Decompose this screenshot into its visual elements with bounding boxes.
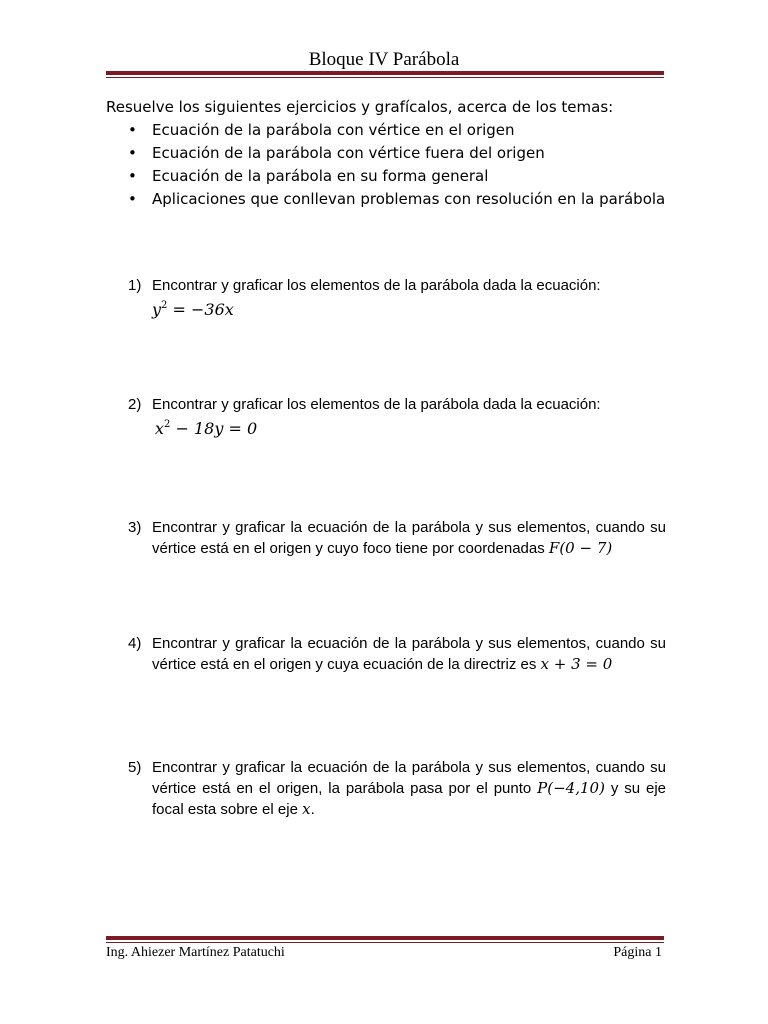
- exercise-equation: [155, 417, 666, 441]
- topic-text: Ecuación de la parábola en su forma general: [152, 167, 489, 185]
- topic-list: [106, 119, 666, 211]
- intro-lead: Resuelve los siguientes ejercicios y grafícalos, acerca de los temas:: [106, 98, 614, 116]
- exercise-math-axis: x: [302, 800, 311, 818]
- exercise-1: [128, 275, 666, 322]
- exercise-number: 5): [128, 759, 142, 776]
- exercise-text: Encontrar y graficar los elementos de la parábola dada la ecuación:: [152, 396, 601, 413]
- footer-rule-thick: [106, 936, 664, 940]
- exercise-math: F(0 − 7): [548, 539, 613, 557]
- exercise-text-block: [152, 757, 666, 820]
- header-rule-thick: [106, 71, 664, 75]
- exercise-equation: [152, 298, 666, 322]
- exercise-text: Encontrar y graficar la ecuación de la parábola y sus elementos, cuando su vértice está en el origen y cuyo foco tiene por coordenadas: [152, 519, 666, 557]
- equation-rest: = −36x: [167, 300, 234, 319]
- exercise-number: 1): [128, 277, 142, 294]
- page-title: Bloque IV Parábola: [308, 49, 460, 70]
- exercise-number: 2): [128, 396, 142, 413]
- exercise-number: 4): [128, 635, 142, 652]
- equation-variable: x: [155, 419, 165, 438]
- exercise-3: [128, 517, 666, 559]
- exercise-number: 3): [128, 519, 142, 536]
- equation-variable: y: [152, 300, 162, 319]
- exercise-text: y su eje focal esta sobre el eje: [152, 780, 666, 818]
- footer-page-number: Página 1: [613, 945, 662, 960]
- exercise-text: Encontrar y graficar la ecuación de la parábola y sus elementos, cuando su vértice está en el origen y cuya ecuación de la directriz es: [152, 635, 666, 673]
- topic-text: Aplicaciones que conllevan problemas con resolución en la parábola: [152, 190, 666, 208]
- footer-rule-thin: [106, 942, 664, 943]
- bullet-icon: •: [128, 190, 137, 208]
- bullet-icon: •: [128, 144, 137, 162]
- exercise-4: [128, 633, 666, 675]
- topic-item: [106, 188, 666, 211]
- bullet-icon: •: [128, 121, 137, 139]
- topic-item: [106, 165, 666, 188]
- exercise-text: Encontrar y graficar la ecuación de la parábola y sus elementos, cuando su vértice está en el origen, la parábola pasa por el punto: [152, 759, 666, 797]
- exercise-math: x + 3 = 0: [540, 655, 613, 673]
- exercise-text-end: .: [310, 801, 315, 818]
- equation-exponent: 2: [161, 300, 168, 311]
- exercise-text-block: [152, 517, 666, 559]
- equation-exponent: 2: [164, 419, 171, 430]
- intro-section: [106, 96, 666, 211]
- footer-author: Ing. Ahiezer Martínez Patatuchi: [106, 945, 285, 960]
- exercise-2: [128, 394, 666, 441]
- exercise-text: Encontrar y graficar los elementos de la parábola dada la ecuación:: [152, 277, 601, 294]
- topic-item: [106, 119, 666, 142]
- topic-text: Ecuación de la parábola con vértice en el origen: [152, 121, 515, 139]
- equation-rest: − 18y = 0: [170, 419, 258, 438]
- exercise-math-point: P(−4,10): [537, 779, 605, 797]
- bullet-icon: •: [128, 167, 137, 185]
- header-rule-thin: [106, 77, 664, 78]
- topic-item: [106, 142, 666, 165]
- exercise-5: [128, 757, 666, 820]
- topic-text: Ecuación de la parábola con vértice fuera del origen: [152, 144, 545, 162]
- exercise-text-block: [152, 633, 666, 675]
